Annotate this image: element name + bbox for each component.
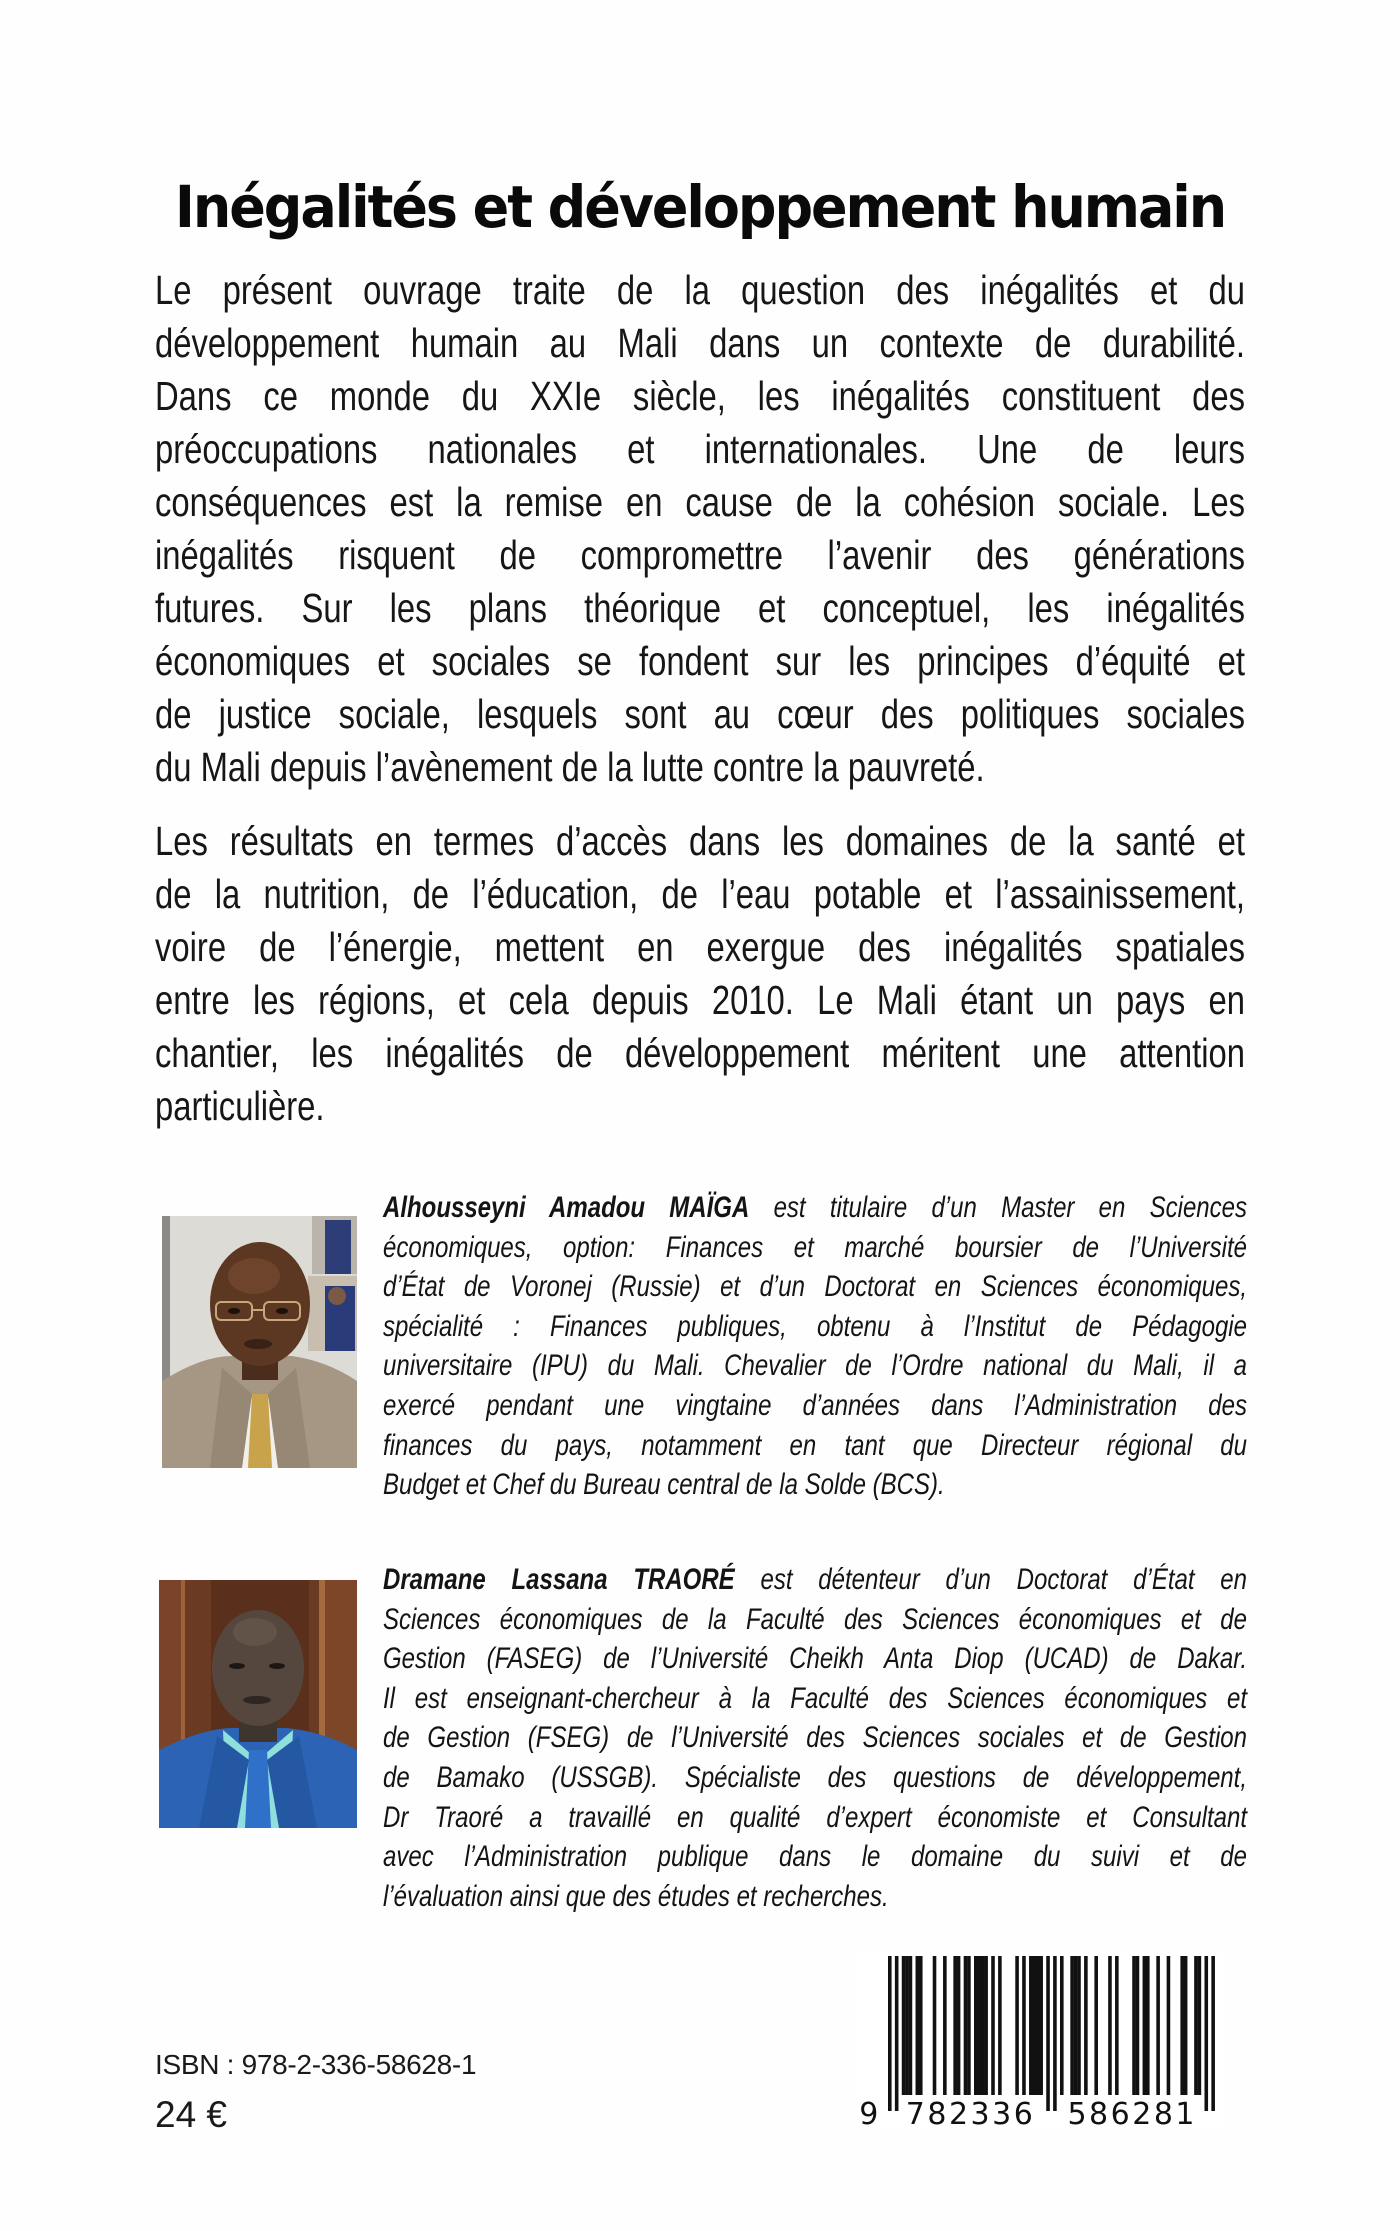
paragraph-line: Les résultats en termes d’accès dans les domaines de la santé et [155,818,1245,864]
text-line-content [155,741,1245,794]
paragraph-line: particulière. [155,1083,325,1129]
bio-line: universitaire (IPU) du Mali. Chevalier de l’Ordre national du Mali, il a [383,1349,1247,1383]
paragraph-line: développement humain au Mali dans un contexte de durabilité. [155,320,1245,366]
bio-line: d’État de Voronej (Russie) et d’un Doctorat en Sciences économiques, [383,1270,1247,1304]
bio-line: est titulaire d’un Master en Sciences [749,1191,1248,1224]
text-line [155,317,1245,370]
text-line-content [155,1027,1245,1080]
text-line [383,1758,1247,1798]
paragraph-line: de justice sociale, lesquels sont au cœur des politiques sociales [155,691,1245,737]
book-title: Inégalités et développement humain [174,172,1226,241]
text-line [383,1386,1247,1426]
text-line [155,370,1245,423]
text-line-content [383,1877,1247,1917]
author-bio-traore [383,1560,1247,1916]
barcode-left-digits: 782336 [905,2097,1036,2128]
portrait-1-icon [162,1216,357,1468]
text-line-content [155,974,1245,1027]
text-line [155,423,1245,476]
paragraph-line: Dans ce monde du XXIe siècle, les inégalités constituent des [155,373,1245,419]
text-line [383,1188,1247,1228]
text-line [155,1080,1245,1133]
text-line-content [155,815,1245,868]
summary-paragraph-2 [155,815,1245,1133]
text-line [383,1465,1247,1505]
bio-line: exercé pendant une vingtaine d’années dans l’Administration des [383,1388,1247,1422]
text-line [155,974,1245,1027]
author-photo-maiga [162,1216,357,1468]
barcode-first-digit: 9 [859,2097,881,2128]
text-line [383,1560,1247,1600]
bio-line: Sciences économiques de la Faculté des Sciences économiques et de [383,1602,1247,1636]
text-line [383,1228,1247,1268]
text-line-content [155,688,1245,741]
text-line-content [383,1798,1247,1838]
text-line-content [383,1267,1247,1307]
text-line [383,1798,1247,1838]
text-line [383,1837,1247,1877]
text-line [383,1600,1247,1640]
summary-paragraph-1 [155,264,1245,794]
author-name: Alhousseyni Amadou MAÏGA [383,1191,750,1224]
text-line-content [383,1600,1247,1640]
text-line [155,529,1245,582]
paragraph-line: économiques et sociales se fondent sur les principes d’équité et [155,638,1245,684]
text-line-content [383,1837,1247,1877]
text-line-content [383,1346,1247,1386]
text-line-content [383,1718,1247,1758]
text-line [155,815,1245,868]
text-line-content [383,1188,1247,1228]
text-line [155,582,1245,635]
text-line-content [155,370,1245,423]
paragraph-line: entre les régions, et cela depuis 2010. Le Mali étant un pays en [155,977,1245,1023]
text-line-content [383,1639,1247,1679]
paragraph-line: préoccupations nationales et internationales. Une de leurs [155,426,1245,472]
bio-line: spécialité : Finances publiques, obtenu à l’Institut de Pédagogie [383,1309,1247,1343]
text-line [383,1267,1247,1307]
text-line-content [383,1560,1247,1600]
portrait-2-icon [159,1580,357,1828]
paragraph-line: voire de l’énergie, mettent en exergue des inégalités spatiales [155,924,1245,970]
text-line [383,1877,1247,1917]
paragraph-line: de la nutrition, de l’éducation, de l’eau potable et l’assainissement, [155,871,1245,917]
text-line-content [383,1386,1247,1426]
author-photo-traore [159,1580,357,1828]
text-line [383,1679,1247,1719]
bio-line: de Bamako (USSGB). Spécialiste des questions de développement, [383,1760,1247,1794]
text-line-content [155,317,1245,370]
text-line-content [383,1679,1247,1719]
text-line [383,1426,1247,1466]
bio-line: économiques, option: Finances et marché boursier de l’Université [383,1230,1247,1264]
text-line [155,921,1245,974]
paragraph-line: du Mali depuis l’avènement de la lutte contre la pauvreté. [155,744,985,790]
text-line-content [383,1426,1247,1466]
paragraph-line: chantier, les inégalités de développement méritent une attention [155,1030,1245,1076]
text-line [155,868,1245,921]
ean13-barcode [856,1952,1226,2128]
text-line [383,1307,1247,1347]
text-line [155,741,1245,794]
barcode-right-digits: 586281 [1067,2097,1198,2128]
text-line [155,476,1245,529]
text-line-content [155,476,1245,529]
text-line-content [383,1307,1247,1347]
bio-line: avec l’Administration publique dans le domaine du suivi et de [383,1840,1247,1874]
text-line-content [155,1080,1245,1133]
bio-line: Budget et Chef du Bureau central de la Solde (BCS). [383,1468,945,1502]
text-line-content [155,264,1245,317]
paragraph-line: Le présent ouvrage traite de la question des inégalités et du [155,267,1245,313]
text-line [155,688,1245,741]
text-line-content [155,635,1245,688]
text-line [155,264,1245,317]
text-line-content [383,1465,1247,1505]
bio-line: l’évaluation ainsi que des études et recherches. [383,1879,889,1913]
text-line [155,635,1245,688]
author-name: Dramane Lassana TRAORÉ [383,1563,735,1596]
author-bio-maiga [383,1188,1247,1505]
text-line-content [155,582,1245,635]
text-line-content [155,868,1245,921]
barcode-icon [856,1952,1226,2128]
bio-line: est détenteur d’un Doctorat d’État en [734,1563,1247,1596]
isbn-number: ISBN : 978-2-336-58628-1 [155,2049,477,2080]
bio-line: Gestion (FASEG) de l’Université Cheikh Anta Diop (UCAD) de Dakar. [383,1642,1247,1676]
text-line [383,1346,1247,1386]
paragraph-line: futures. Sur les plans théorique et conceptuel, les inégalités [155,585,1245,631]
bio-line: de Gestion (FSEG) de l’Université des Sciences sociales et de Gestion [383,1721,1247,1755]
text-line [383,1639,1247,1679]
bio-line: Il est enseignant-chercheur à la Faculté des Sciences économiques et [383,1681,1247,1715]
text-line [155,1027,1245,1080]
text-line-content [155,921,1245,974]
text-line-content [383,1228,1247,1268]
paragraph-line: inégalités risquent de compromettre l’avenir des générations [155,532,1245,578]
bio-line: Dr Traoré a travaillé en qualité d’expert économiste et Consultant [383,1800,1247,1834]
text-line-content [383,1758,1247,1798]
bio-line: finances du pays, notamment en tant que Directeur régional du [383,1428,1247,1462]
paragraph-line: conséquences est la remise en cause de la cohésion sociale. Les [155,479,1245,525]
price: 24 € [155,2094,228,2135]
text-line-content [155,423,1245,476]
text-line [383,1718,1247,1758]
text-line-content [155,529,1245,582]
